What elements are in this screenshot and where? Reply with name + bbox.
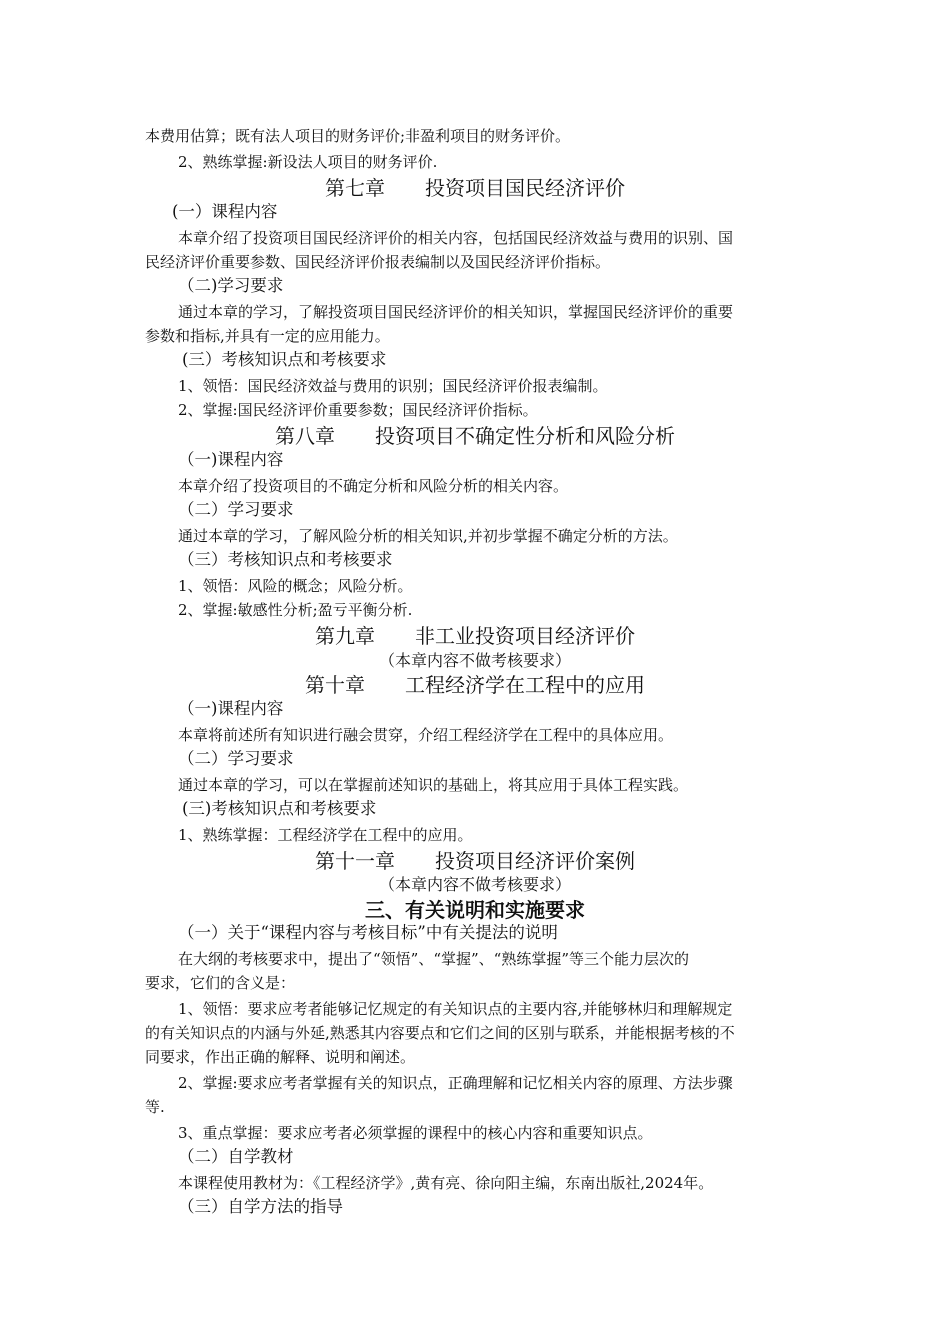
paragraph-line: 2、掌握:要求应考者掌握有关的知识点，正确理解和记忆相关内容的原理、方法步骤 bbox=[178, 1074, 733, 1092]
paragraph-line: 1、领悟：要求应考者能够记忆规定的有关知识点的主要内容,并能够林归和理解规定 bbox=[178, 1000, 733, 1018]
paragraph-line: 2、掌握:敏感性分析;盈亏平衡分析. bbox=[178, 601, 413, 619]
paragraph-line: 民经济评价重要参数、国民经济评价报表编制以及国民经济评价指标。 bbox=[145, 253, 611, 271]
subheading: （一)课程内容 bbox=[178, 450, 284, 469]
paragraph-line: 通过本章的学习，了解投资项目国民经济评价的相关知识，掌握国民经济评价的重要 bbox=[178, 303, 734, 321]
subheading: （三）考核知识点和考核要求 bbox=[178, 550, 393, 569]
paragraph-line: 2、熟练掌握:新设法人项目的财务评价. bbox=[178, 153, 438, 171]
paragraph-line: 的有关知识点的内涵与外延,熟悉其内容要点和它们之间的区别与联系，并能根据考核的不 bbox=[145, 1024, 735, 1042]
paragraph-line: 1、领悟：国民经济效益与费用的识别；国民经济评价报表编制。 bbox=[178, 377, 608, 395]
section-heading: 三、有关说明和实施要求 bbox=[365, 898, 585, 922]
subheading: （二)学习要求 bbox=[178, 276, 284, 295]
subheading: （二）自学教材 bbox=[178, 1147, 294, 1166]
paragraph-line: 本章将前述所有知识进行融会贯穿，介绍工程经济学在工程中的具体应用。 bbox=[178, 726, 674, 744]
paragraph-line: 3、重点掌握：要求应考者必须掌握的课程中的核心内容和重要知识点。 bbox=[178, 1124, 653, 1142]
chapter-9-heading: 第九章 非工业投资项目经济评价 bbox=[315, 624, 635, 648]
chapter-10-heading: 第十章 工程经济学在工程中的应用 bbox=[305, 673, 645, 697]
subheading: (三)考核知识点和考核要求 bbox=[182, 799, 377, 818]
subheading: （三）自学方法的指导 bbox=[178, 1197, 343, 1216]
paragraph-line: 参数和指标,并具有一定的应用能力。 bbox=[145, 327, 390, 345]
paragraph-line: 通过本章的学习，了解风险分析的相关知识,并初步掌握不确定分析的方法。 bbox=[178, 527, 678, 545]
paragraph-line: 本费用估算；既有法人项目的财务评价;非盈利项目的财务评价。 bbox=[145, 127, 571, 145]
paragraph-line: 要求，它们的含义是： bbox=[145, 974, 296, 992]
subheading: （二）学习要求 bbox=[178, 749, 294, 768]
chapter-7-heading: 第七章 投资项目国民经济评价 bbox=[325, 176, 625, 200]
paragraph-line: 本章介绍了投资项目国民经济评价的相关内容，包括国民经济效益与费用的识别、国 bbox=[178, 229, 734, 247]
paragraph-line: 在大纲的考核要求中，提出了“领悟”、“掌握”、“熟练掌握”等三个能力层次的 bbox=[178, 950, 690, 968]
paragraph-line: 等. bbox=[145, 1098, 165, 1116]
paragraph-line: 1、熟练掌握：工程经济学在工程中的应用。 bbox=[178, 826, 473, 844]
subheading: （一)课程内容 bbox=[178, 699, 284, 718]
paragraph-line: 1、领悟：风险的概念；风险分析。 bbox=[178, 577, 413, 595]
paragraph-line: 本课程使用教材为：《工程经济学》,黄有亮、徐向阳主编，东南出版社,2024年。 bbox=[178, 1174, 714, 1192]
paragraph-line: 通过本章的学习，可以在掌握前述知识的基础上，将其应用于具体工程实践。 bbox=[178, 776, 689, 794]
subheading: (三）考核知识点和考核要求 bbox=[182, 350, 387, 369]
chapter-11-heading: 第十一章 投资项目经济评价案例 bbox=[315, 849, 635, 873]
subheading: （一）关于“课程内容与考核目标”中有关提法的说明 bbox=[178, 923, 558, 942]
paragraph-line: 同要求，作出正确的解释、说明和阐述。 bbox=[145, 1048, 416, 1066]
chapter-note: （本章内容不做考核要求） bbox=[378, 651, 571, 670]
subheading: （二）学习要求 bbox=[178, 500, 294, 519]
paragraph-line: 2、掌握:国民经济评价重要参数；国民经济评价指标。 bbox=[178, 401, 538, 419]
chapter-8-heading: 第八章 投资项目不确定性分析和风险分析 bbox=[275, 424, 675, 448]
paragraph-line: 本章介绍了投资项目的不确定分析和风险分析的相关内容。 bbox=[178, 477, 569, 495]
chapter-note: （本章内容不做考核要求） bbox=[378, 875, 571, 894]
subheading: (一）课程内容 bbox=[172, 202, 278, 221]
